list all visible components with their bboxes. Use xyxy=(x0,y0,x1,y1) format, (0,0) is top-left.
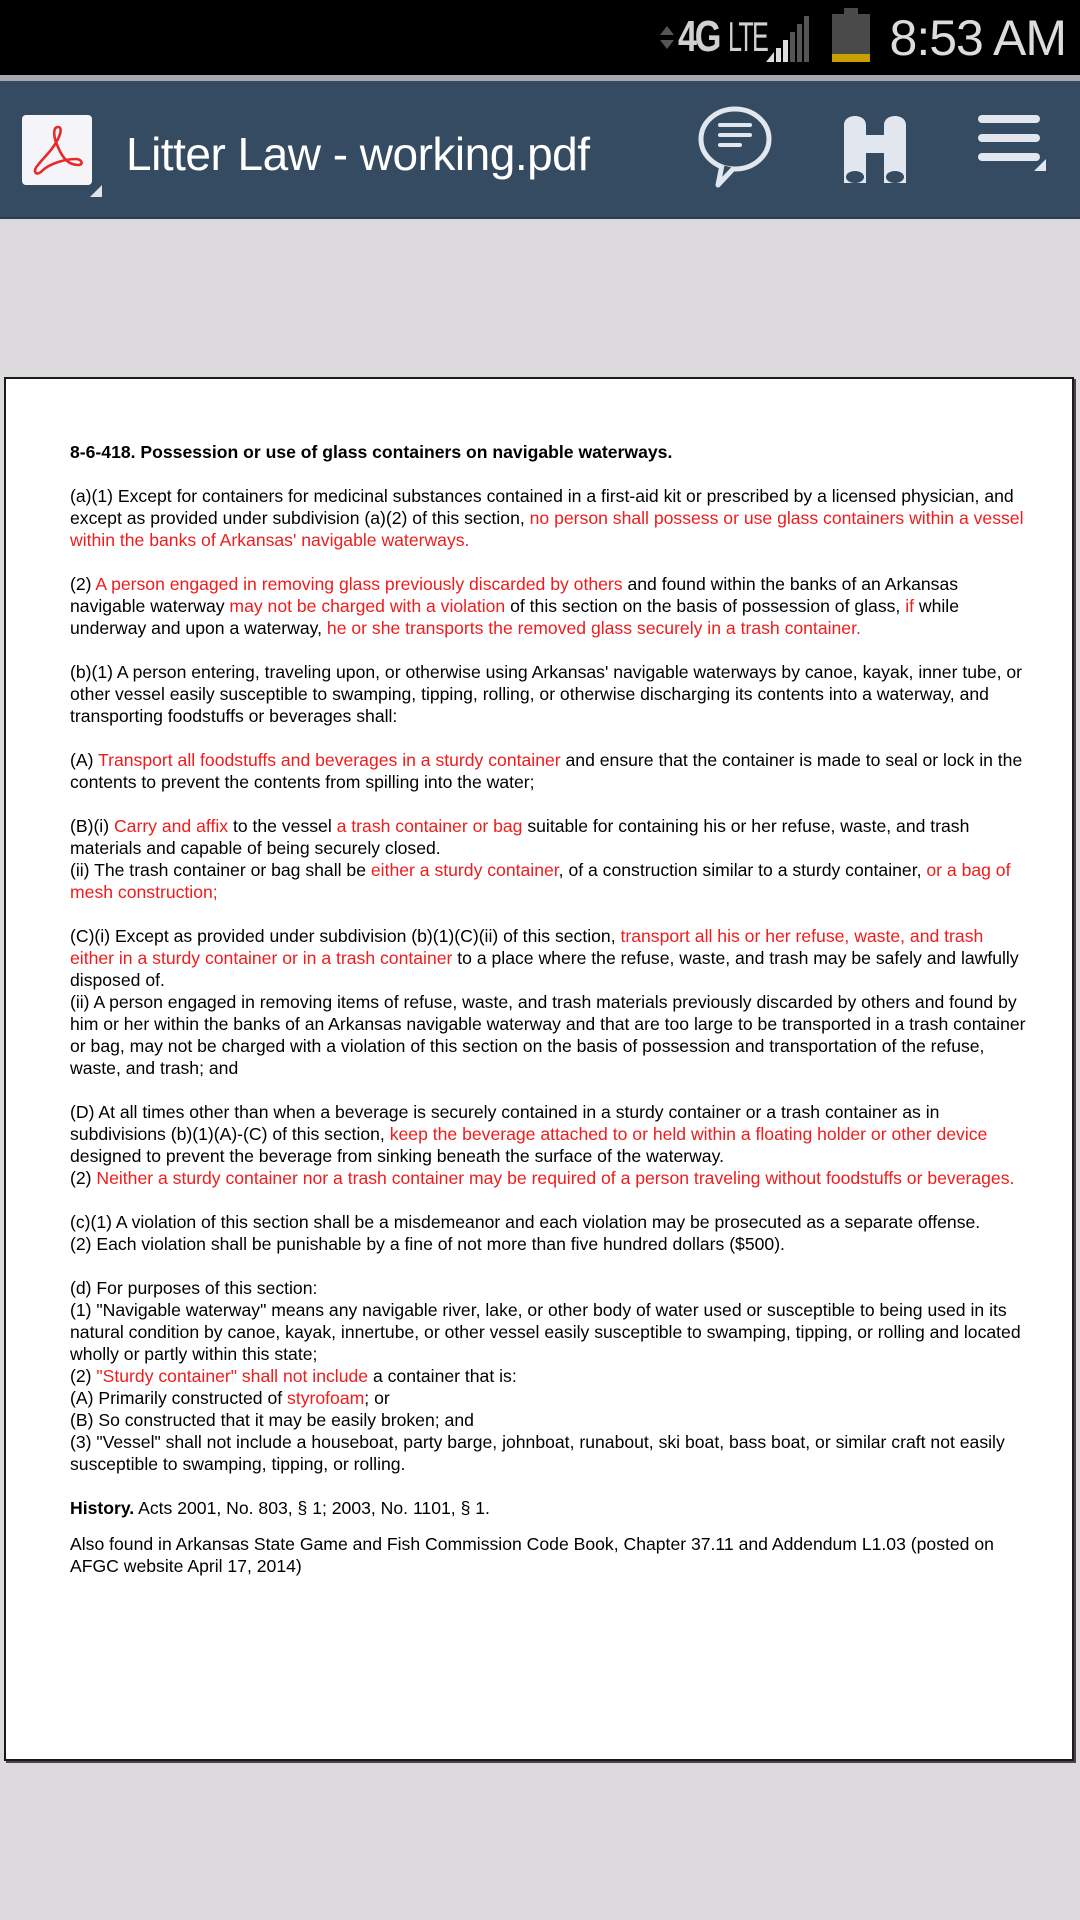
paragraphs xyxy=(70,485,1030,1475)
paragraph-line xyxy=(70,1233,1030,1255)
body-text: (1) "Navigable waterway" means any navigable river, lake, or other body of water used or susceptible to being used in its natural condition by canoe, kayak, innertube, or other vessel easily susceptible to swamping, tipping, or rolling and located wholly or partly within this state; xyxy=(70,1300,1021,1364)
data-arrows-icon xyxy=(660,26,674,50)
body-text: to the vessel xyxy=(228,816,337,836)
paragraph-line xyxy=(70,1167,1030,1189)
highlighted-text: may not be charged with a violation xyxy=(229,596,506,616)
also-found-note: Also found in Arkansas State Game and Fish Commission Code Book, Chapter 37.11 and Addendum L1.03 (posted on AFGC website April 17, 2014) xyxy=(70,1534,994,1576)
body-text: to a place where the refuse, waste, and trash may be safely and lawfully disposed of. xyxy=(70,948,1019,990)
paragraph-line xyxy=(70,815,1030,859)
paragraph-line xyxy=(70,1409,1030,1431)
highlighted-text: Neither a sturdy container nor a trash container may be required of a person traveling without foodstuffs or beverages. xyxy=(96,1168,1015,1188)
paragraph-line xyxy=(70,859,1030,903)
body-text: ; or xyxy=(364,1388,390,1408)
pdf-page[interactable] xyxy=(4,377,1074,1761)
highlighted-text: transport all his or her refuse, waste, and trash either in a sturdy container or in a trash container xyxy=(70,926,984,968)
body-text: (d) For purposes of this section: xyxy=(70,1278,318,1298)
paragraph-line xyxy=(70,1387,1030,1409)
logo-dropdown-indicator xyxy=(90,185,102,197)
law-paragraph xyxy=(70,1101,1030,1189)
body-text: while underway and upon a waterway, xyxy=(70,596,959,638)
comment-button[interactable] xyxy=(680,91,790,207)
battery-icon xyxy=(832,8,870,62)
binoculars-icon xyxy=(820,91,930,207)
law-paragraph xyxy=(70,749,1030,793)
law-paragraph xyxy=(70,1211,1030,1255)
body-text: (2) xyxy=(70,574,96,594)
body-text: (D) At all times other than when a beverage is securely contained in a sturdy container or a trash container as in subdivisions (b)(1)(A)-(C) of this section, xyxy=(70,1102,940,1144)
body-text: (ii) The trash container or bag shall be xyxy=(70,860,371,880)
paragraph-line xyxy=(70,1365,1030,1387)
body-text: (3) "Vessel" shall not include a houseboat, party barge, johnboat, runabout, ski boat, bass boat, or similar craft not easily susceptible to swamping, tipping, or rolling. xyxy=(70,1432,1005,1474)
paragraph-line xyxy=(70,749,1030,793)
adobe-acrobat-icon[interactable] xyxy=(22,115,92,185)
body-text: (C)(i) Except as provided under subdivision (b)(1)(C)(ii) of this section, xyxy=(70,926,621,946)
clock: 8:53 AM xyxy=(889,10,1066,66)
status-bar xyxy=(0,0,1080,75)
menu-button[interactable] xyxy=(960,91,1070,207)
body-text: (2) xyxy=(70,1168,97,1188)
body-text: a container that is: xyxy=(368,1366,517,1386)
section-heading: 8-6-418. Possession or use of glass containers on navigable waterways. xyxy=(70,442,673,462)
law-paragraph xyxy=(70,1277,1030,1475)
body-text: (2) xyxy=(70,1366,97,1386)
highlighted-text: A person engaged in removing glass previously discarded by others xyxy=(95,574,623,594)
search-button[interactable] xyxy=(820,91,930,207)
paragraph-line xyxy=(70,573,1030,639)
body-text: (A) Primarily constructed of xyxy=(70,1388,288,1408)
law-paragraph xyxy=(70,925,1030,1079)
paragraph-line xyxy=(70,991,1030,1079)
highlighted-text: either a sturdy container xyxy=(370,860,559,880)
highlighted-text: keep the beverage attached to or held within a floating holder or other device xyxy=(389,1124,988,1144)
body-text: designed to prevent the beverage from sinking beneath the surface of the waterway. xyxy=(70,1146,724,1166)
highlighted-text: no person shall possess or use glass containers within a vessel within the banks of Arkansas' navigable waterways. xyxy=(70,508,1024,550)
history-text: Acts 2001, No. 803, § 1; 2003, No. 1101, § 1. xyxy=(134,1498,490,1518)
highlighted-text: he or she transports the removed glass securely in a trash container. xyxy=(326,618,861,638)
body-text: of this section on the basis of possession of glass, xyxy=(505,596,906,616)
body-text: suitable for containing his or her refuse, waste, and trash materials and capable of being securely closed. xyxy=(70,816,970,858)
paragraph-line xyxy=(70,1299,1030,1365)
paragraph-line xyxy=(70,925,1030,991)
paragraph-line xyxy=(70,1431,1030,1475)
body-text: and ensure that the container is made to seal or lock in the contents to prevent the contents from spilling into the water; xyxy=(70,750,1023,792)
law-paragraph xyxy=(70,573,1030,639)
highlighted-text: a trash container or bag xyxy=(336,816,523,836)
body-text: and found within the banks of an Arkansas navigable waterway xyxy=(70,574,959,616)
page-content xyxy=(70,441,1030,1577)
history-label: History. xyxy=(70,1498,135,1518)
law-paragraph xyxy=(70,661,1030,727)
highlighted-text: styrofoam xyxy=(287,1388,365,1408)
body-text: , of a construction similar to a sturdy container, xyxy=(558,860,927,880)
highlighted-text: if xyxy=(905,596,915,616)
body-text: (2) Each violation shall be punishable by a fine of not more than five hundred dollars ($500). xyxy=(70,1234,785,1254)
body-text: (A) xyxy=(70,750,99,770)
highlighted-text: or a bag of mesh construction; xyxy=(70,860,1011,902)
highlighted-text: Transport all foodstuffs and beverages in a sturdy container xyxy=(98,750,561,770)
paragraph-line xyxy=(70,1277,1030,1299)
paragraph-line xyxy=(70,485,1030,551)
law-paragraph xyxy=(70,485,1030,551)
body-text: (a)(1) Except for containers for medicinal substances contained in a first-aid kit or prescribed by a licensed physician, and except as provided under subdivision (a)(2) of this section, xyxy=(70,486,1014,528)
comment-icon xyxy=(680,91,790,207)
body-text: (B) So constructed that it may be easily broken; and xyxy=(70,1410,474,1430)
body-text: (B)(i) xyxy=(70,816,114,836)
law-paragraph xyxy=(70,815,1030,903)
history-note xyxy=(70,1497,1030,1519)
paragraph-line xyxy=(70,1101,1030,1167)
network-type: 4G LTE xyxy=(678,12,767,61)
highlighted-text: Carry and affix xyxy=(113,816,229,836)
body-text: (ii) A person engaged in removing items of refuse, waste, and trash materials previously discarded by others and found by him or her within the banks of an Arkansas navigable waterway and that are too large to be transported in a trash container or bag, may not be charged with a violation of this section on the basis of possession and transportation of the refuse, waste, and trash; and xyxy=(70,992,1026,1078)
menu-icon xyxy=(960,91,1070,207)
document-title: Litter Law - working.pdf xyxy=(126,128,590,180)
app-bar xyxy=(0,81,1080,219)
highlighted-text: "Sturdy container" shall not include xyxy=(96,1366,369,1386)
body-text: (b)(1) A person entering, traveling upon, or otherwise using Arkansas' navigable waterways by canoe, kayak, inner tube, or other vessel easily susceptible to swamping, tipping, rolling, or otherwise discharging its contents into a waterway, and transporting foodstuffs or beverages shall: xyxy=(70,662,1022,726)
body-text: (c)(1) A violation of this section shall be a misdemeanor and each violation may be prosecuted as a separate offense. xyxy=(70,1212,981,1232)
paragraph-line xyxy=(70,661,1030,727)
signal-strength-icon xyxy=(766,12,816,62)
paragraph-line xyxy=(70,1211,1030,1233)
